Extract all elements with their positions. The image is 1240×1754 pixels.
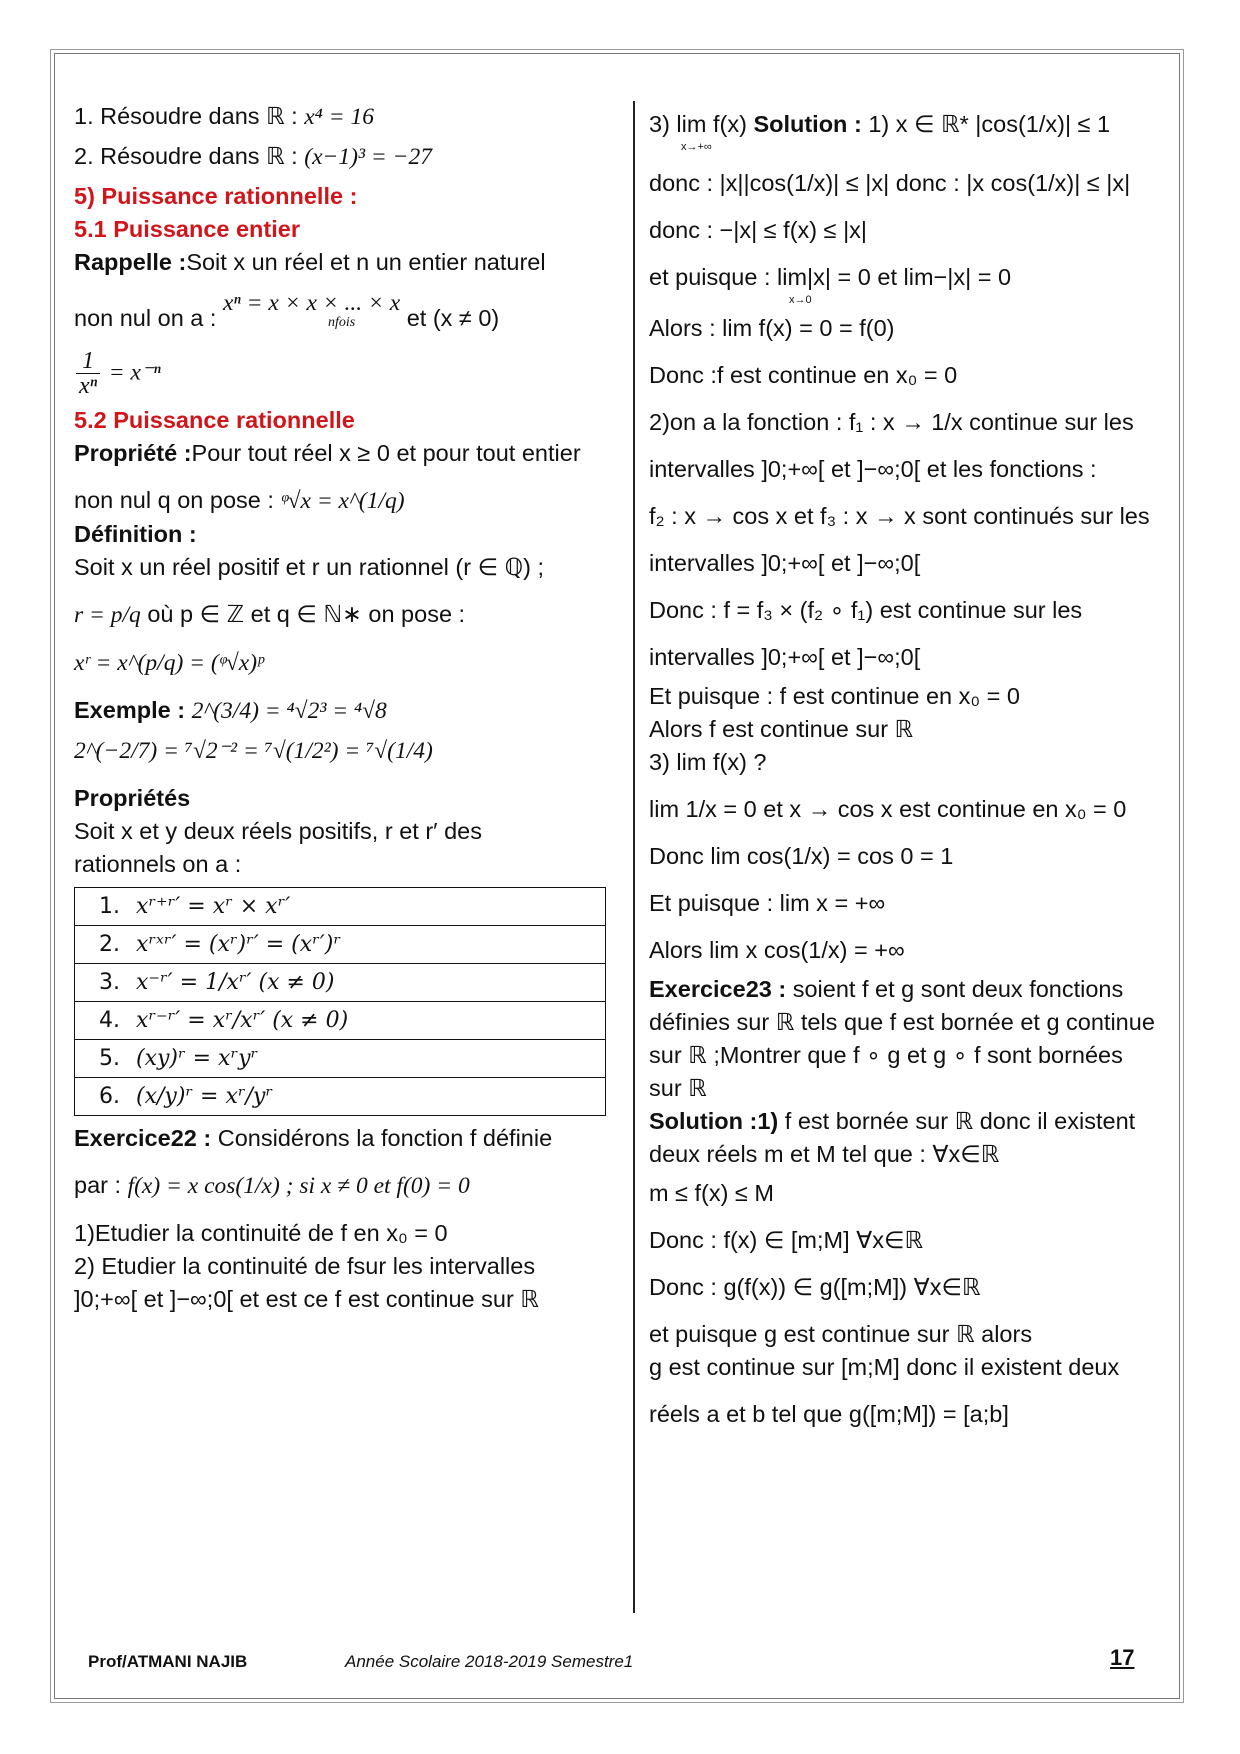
solution-line-8: intervalles ]0;+∞[ et ]−∞;0[ et les fonctions : xyxy=(649,456,1097,482)
row-formula: x⁻ʳ′ = 1/xʳ′ (x ≠ 0) xyxy=(136,970,335,995)
row-number: 2. xyxy=(99,932,120,957)
row-number: 4. xyxy=(99,1008,120,1033)
solution-line-6: Donc :f est continue en x₀ = 0 xyxy=(649,362,958,388)
exercice22: Exercice22 : Considérons la fonction f définie xyxy=(74,1125,553,1151)
section-heading-5-2: 5.2 Puissance rationnelle xyxy=(74,407,355,433)
solution-line-13: Et puisque : f est continue en x₀ = 0 xyxy=(649,683,1020,709)
solution-line-10: intervalles ]0;+∞[ et ]−∞;0[ xyxy=(649,550,921,576)
xr-definition: xʳ = x^(p/q) = (ᵠ√x)ᵖ xyxy=(74,650,264,676)
solution-line-11: Donc : f = f₃ × (f₂ ∘ f₁) est continue sur les xyxy=(649,597,1083,623)
table-cell xyxy=(75,926,606,964)
exercice23-4: sur ℝ xyxy=(649,1075,707,1101)
section-heading-5: 5) Puissance rationnelle : xyxy=(74,183,358,209)
limit-subscript: x→+∞ xyxy=(681,141,712,153)
definition-text: Soit x un réel positif et r un rationnel (r ∈ ℚ) ; xyxy=(74,554,544,580)
solution23-5: Donc : g(f(x)) ∈ g([m;M]) ∀x∈ℝ xyxy=(649,1274,981,1300)
solution-line-5: Alors : lim f(x) = 0 = f(0) xyxy=(649,315,895,341)
table-row xyxy=(75,1078,606,1116)
exercice23-2: définies sur ℝ tels que f est bornée et g continue xyxy=(649,1009,1155,1035)
section-heading-5-1: 5.1 Puissance entier xyxy=(74,216,300,242)
definition-label: Définition : xyxy=(74,521,197,547)
page-number: 17 xyxy=(1110,1645,1135,1670)
row-number: 6. xyxy=(99,1084,120,1109)
row-formula: (xy)ʳ = xʳyʳ xyxy=(136,1046,259,1071)
properties-table xyxy=(74,887,606,1116)
rappelle: Rappelle :Soit x un réel et n un entier naturel xyxy=(74,249,546,275)
solution-line-2: donc : |x||cos(1/x)| ≤ |x| donc : |x cos(1/x)| ≤ |x| xyxy=(649,170,1131,196)
exercice22-definition: par : f(x) = x cos(1/x) ; si x ≠ 0 et f(0) = 0 xyxy=(74,1172,470,1199)
power-definition: non nul on a : xⁿ = x × x × ... × x nfois et (x ≠ 0) xyxy=(74,290,500,331)
table-row xyxy=(75,888,606,926)
footer-author: Prof/ATMANI NAJIB xyxy=(88,1652,248,1671)
solution-line-19: Alors lim x cos(1/x) = +∞ xyxy=(649,937,905,963)
left-column xyxy=(74,100,614,1316)
inverse-power: $\frac{1}{\text{xⁿ}}$ = x⁻ⁿ xyxy=(74,349,614,398)
table-cell xyxy=(75,964,606,1002)
equation: (x−1)³ = −27 xyxy=(304,144,432,170)
table-row xyxy=(75,964,606,1002)
equation: x⁴ = 16 xyxy=(304,104,374,130)
solution23-6: et puisque g est continue sur ℝ alors xyxy=(649,1321,1033,1347)
table-row xyxy=(75,1002,606,1040)
solution-line-18: Et puisque : lim x = +∞ xyxy=(649,890,886,916)
row-formula: xʳˣʳ′ = (xʳ)ʳ′ = (xʳ′)ʳ xyxy=(136,932,342,957)
limit-question: 3) lim f(x) Solution : 1) x ∈ ℝ* |cos(1/x)| ≤ 1 xyxy=(649,111,1111,137)
exercice22-q2: 2) Etudier la continuité de fsur les intervalles xyxy=(74,1253,536,1279)
table-row xyxy=(75,926,606,964)
solution-line-15: 3) lim f(x) ? xyxy=(649,749,767,775)
row-number: 5. xyxy=(99,1046,120,1071)
solution23-7: g est continue sur [m;M] donc il existent deux xyxy=(649,1354,1120,1380)
row-formula: xʳ⁺ʳ′ = xʳ × xʳ′ xyxy=(136,894,291,919)
exercice22-q1: 1)Etudier la continuité de f en x₀ = 0 xyxy=(74,1220,448,1246)
solution23-2: deux réels m et M tel que : ∀x∈ℝ xyxy=(649,1141,1000,1167)
solution-line-3: donc : −|x| ≤ f(x) ≤ |x| xyxy=(649,217,868,243)
solution-line-14: Alors f est continue sur ℝ xyxy=(649,716,914,742)
row-formula: (x/y)ʳ = xʳ/yʳ xyxy=(136,1084,273,1109)
exercise-line-1: 1. Résoudre dans ℝ : x⁴ = 16 xyxy=(74,103,374,130)
exemple-2: 2^(−2/7) = ⁷√2⁻² = ⁷√(1/2²) = ⁷√(1/4) xyxy=(74,738,433,764)
exemple: Exemple : 2^(3/4) = ⁴√2³ = ⁴√8 xyxy=(74,697,387,724)
limit-subscript: x→0 xyxy=(789,294,812,306)
table-cell xyxy=(75,1078,606,1116)
column-divider xyxy=(633,101,635,1613)
solution23: Solution :1) f est bornée sur ℝ donc il existent xyxy=(649,1108,1136,1134)
solution-line-17: Donc lim cos(1/x) = cos 0 = 1 xyxy=(649,843,954,869)
right-column xyxy=(649,100,1189,1431)
proprietes-text-2: rationnels on a : xyxy=(74,851,242,877)
proprietes-text-1: Soit x et y deux réels positifs, r et r′ des xyxy=(74,818,482,844)
footer-year: Année Scolaire 2018-2019 Semestre1 xyxy=(345,1652,634,1671)
proprietes-label: Propriétés xyxy=(74,785,191,811)
table-cell xyxy=(75,1040,606,1078)
solution-line-9: f₂ : x → cos x et f₃ : x → x sont continués sur les xyxy=(649,503,1150,529)
table-row xyxy=(75,1040,606,1078)
propriete: Propriété :Pour tout réel x ≥ 0 et pour tout entier xyxy=(74,440,581,466)
solution-line-12: intervalles ]0;+∞[ et ]−∞;0[ xyxy=(649,644,921,670)
solution-line-7: 2)on a la fonction : f₁ : x → 1/x continue sur les xyxy=(649,409,1134,435)
solution23-3: m ≤ f(x) ≤ M xyxy=(649,1180,774,1206)
solution23-4: Donc : f(x) ∈ [m;M] ∀x∈ℝ xyxy=(649,1227,924,1253)
exercice23: Exercice23 : soient f et g sont deux fonctions xyxy=(649,976,1124,1002)
exercise-line-2: 2. Résoudre dans ℝ : (x−1)³ = −27 xyxy=(74,143,432,170)
root-definition: non nul q on pose : ᵠ√x = x^(1/q) xyxy=(74,487,405,514)
exercice22-q2b: ]0;+∞[ et ]−∞;0[ et est ce f est continue sur ℝ xyxy=(74,1286,539,1312)
r-definition: r = p/q où p ∈ ℤ et q ∈ ℕ∗ on pose : xyxy=(74,601,466,628)
solution-line-4: et puisque : lim|x| = 0 et lim−|x| = 0 xyxy=(649,264,1012,290)
row-number: 1. xyxy=(99,894,120,919)
exercice23-3: sur ℝ ;Montrer que f ∘ g et g ∘ f sont bornées xyxy=(649,1042,1123,1068)
row-number: 3. xyxy=(99,970,120,995)
solution-line-16: lim 1/x = 0 et x → cos x est continue en x₀ = 0 xyxy=(649,796,1127,822)
solution23-8: réels a et b tel que g([m;M]) = [a;b] xyxy=(649,1401,1009,1427)
table-cell xyxy=(75,1002,606,1040)
table-cell xyxy=(75,888,606,926)
row-formula: xʳ⁻ʳ′ = xʳ/xʳ′ (x ≠ 0) xyxy=(136,1008,349,1033)
